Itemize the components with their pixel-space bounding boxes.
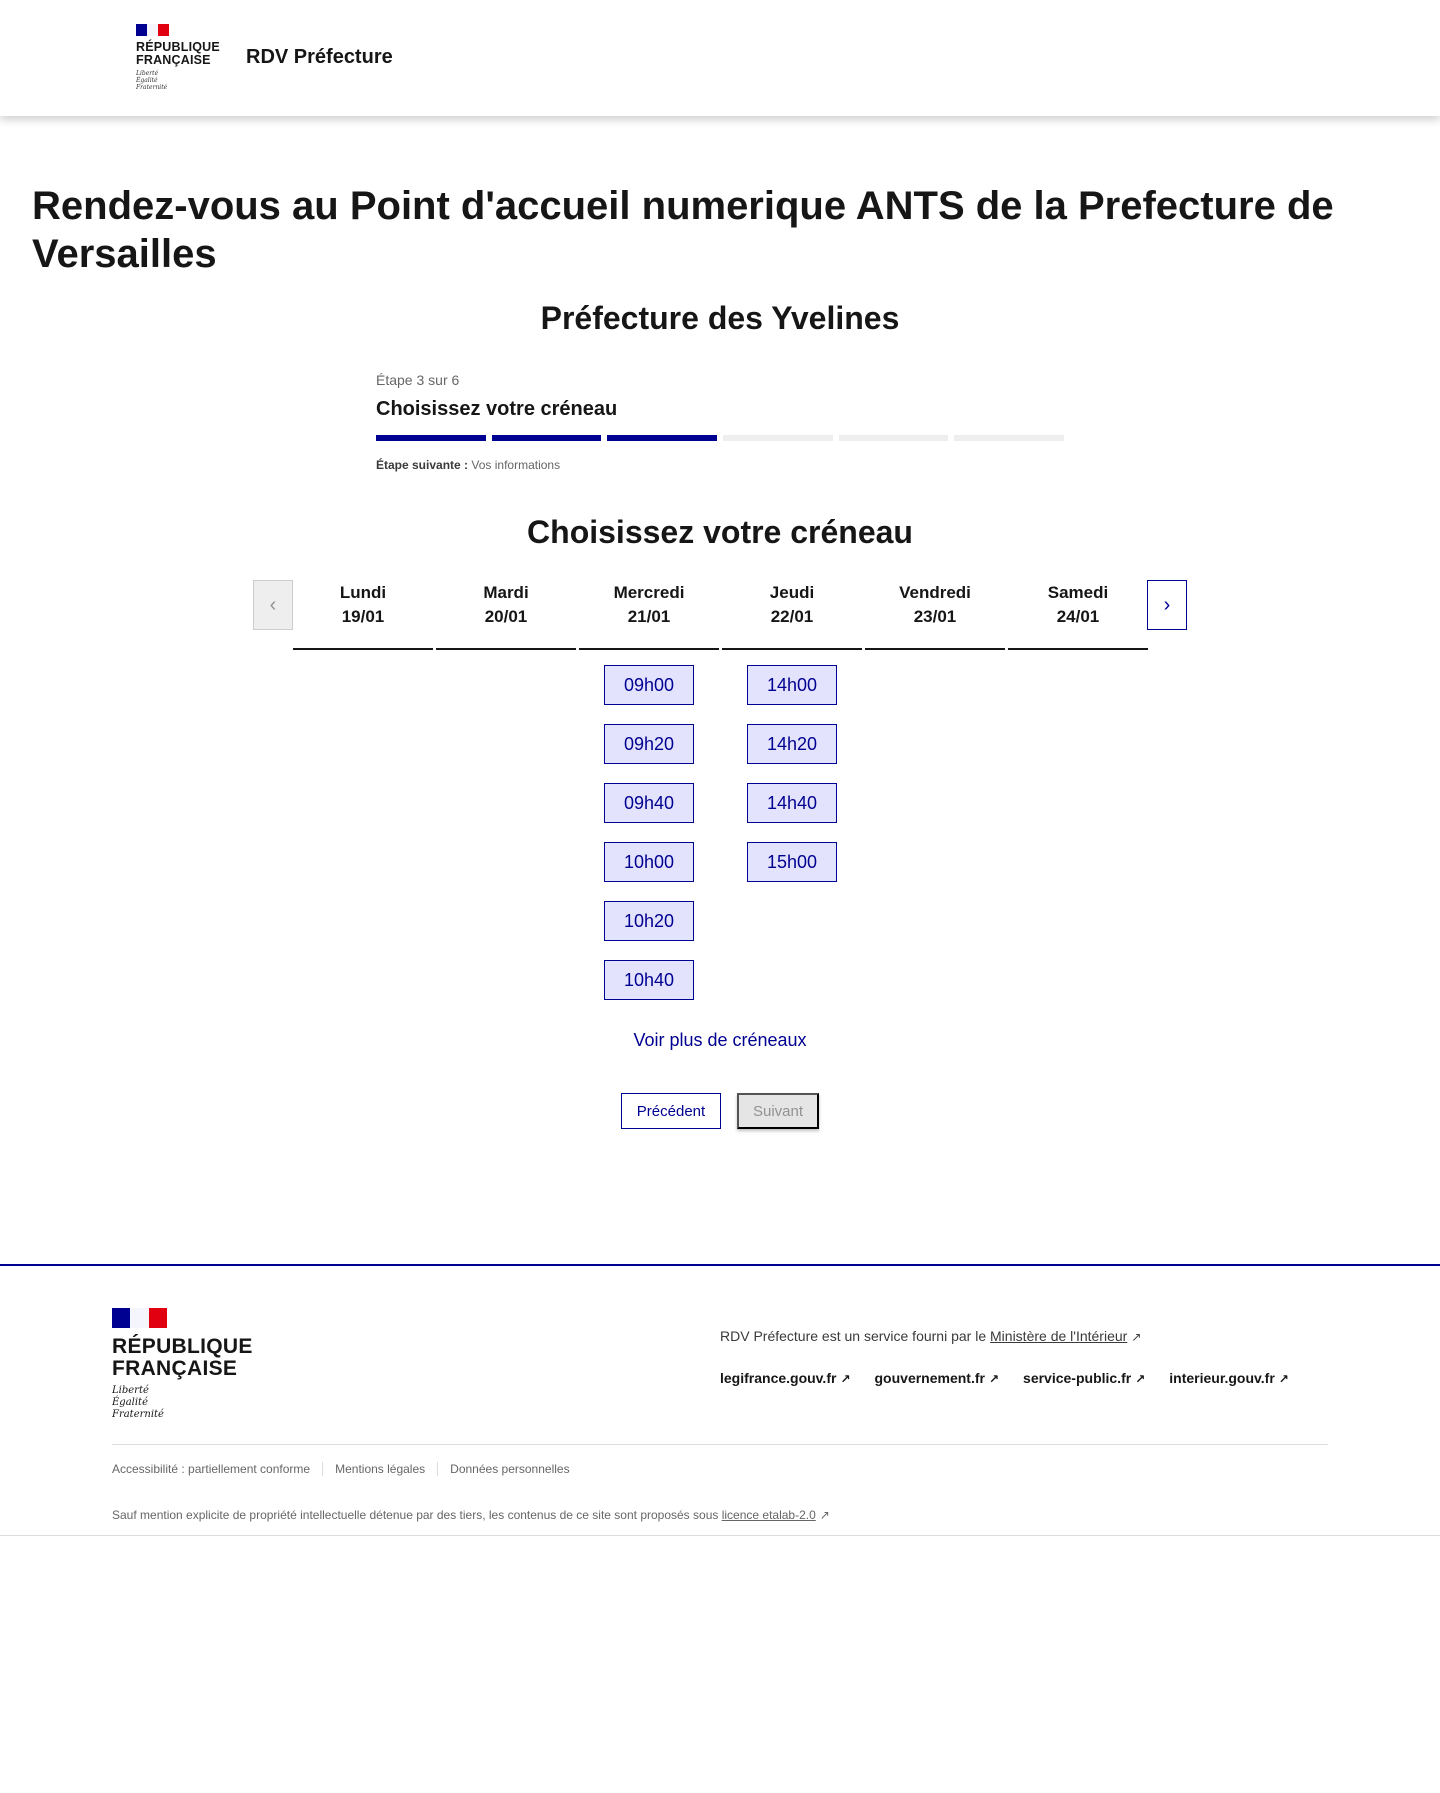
time-slot-button[interactable]: 09h20 xyxy=(604,724,694,764)
footer-bottom-link[interactable]: Accessibilité : partiellement conforme xyxy=(112,1462,311,1476)
day-header xyxy=(579,580,719,650)
time-slot-button[interactable]: 10h20 xyxy=(604,901,694,941)
footer-link-text: legifrance.gouv.fr xyxy=(720,1370,837,1386)
day-name: Samedi xyxy=(1047,583,1109,602)
footer-divider xyxy=(112,1444,1328,1445)
external-link-icon: ↗ xyxy=(1131,1330,1142,1344)
footer-links xyxy=(720,1370,1289,1386)
footer-logo-text: RÉPUBLIQUE FRANÇAISE xyxy=(112,1335,253,1380)
step-bar xyxy=(839,435,949,441)
footer-bottom-links xyxy=(112,1462,582,1476)
day-date: 23/01 xyxy=(913,607,957,626)
calendar-title: Choisissez votre créneau xyxy=(527,514,913,550)
footer-link[interactable] xyxy=(875,1370,1000,1386)
day-date: 24/01 xyxy=(1056,607,1100,626)
next-week-button[interactable] xyxy=(1147,580,1187,630)
slot-calendar xyxy=(253,580,1187,990)
time-slot-button[interactable]: 09h00 xyxy=(604,665,694,705)
page-subtitle: Préfecture des Yvelines xyxy=(540,300,900,336)
step-next-value: Vos informations xyxy=(471,458,561,472)
footer-logo[interactable] xyxy=(112,1308,253,1421)
stepper xyxy=(376,372,1064,472)
footer-link-text: service-public.fr xyxy=(1023,1370,1132,1386)
licence-link[interactable]: licence etalab-2.0 xyxy=(721,1508,816,1522)
chevron-left-icon: ‹ xyxy=(269,593,277,616)
footer-licence xyxy=(112,1508,830,1522)
day-header xyxy=(865,580,1005,650)
external-link-icon: ↗ xyxy=(988,1372,1000,1386)
step-count: Étape 3 sur 6 xyxy=(376,372,460,388)
day-name: Mardi xyxy=(483,583,529,602)
licence-text: Sauf mention explicite de propriété intellectuelle détenue par des tiers, les contenus de ce site sont proposés sous xyxy=(112,1508,722,1522)
footer-bottom-link[interactable]: Données personnelles xyxy=(437,1462,581,1476)
footer-link-text: interieur.gouv.fr xyxy=(1169,1370,1275,1386)
ministere-link[interactable]: Ministère de l'Intérieur xyxy=(990,1328,1128,1344)
footer-link[interactable] xyxy=(1169,1370,1289,1386)
footer-link-text: gouvernement.fr xyxy=(874,1370,985,1386)
service-name[interactable]: RDV Préfecture xyxy=(246,46,393,68)
time-slot-button[interactable]: 14h20 xyxy=(747,724,837,764)
day-name: Lundi xyxy=(339,583,387,602)
footer-link[interactable] xyxy=(720,1370,851,1386)
footer-bottom-link[interactable]: Mentions légales xyxy=(322,1462,437,1476)
footer-description-text: RDV Préfecture est un service fourni par le xyxy=(720,1328,991,1344)
step-bar xyxy=(376,435,486,441)
external-link-icon: ↗ xyxy=(819,1508,830,1522)
footer-link[interactable] xyxy=(1023,1370,1145,1386)
step-next xyxy=(376,458,1064,472)
more-slots-link[interactable]: Voir plus de créneaux xyxy=(633,1030,807,1050)
french-flag-icon xyxy=(136,24,169,36)
time-slot-button[interactable]: 10h40 xyxy=(604,960,694,1000)
time-slot-button[interactable]: 15h00 xyxy=(747,842,837,882)
step-bar xyxy=(492,435,602,441)
step-bar xyxy=(723,435,833,441)
logo-motto: Liberté Égalité Fraternité xyxy=(136,70,168,91)
day-date: 21/01 xyxy=(627,607,671,626)
chevron-right-icon: › xyxy=(1163,593,1171,616)
external-link-icon: ↗ xyxy=(840,1372,851,1386)
time-slot-button[interactable]: 10h00 xyxy=(604,842,694,882)
step-progress xyxy=(376,435,1064,441)
day-name: Jeudi xyxy=(769,583,815,602)
time-slot-button[interactable]: 14h40 xyxy=(747,783,837,823)
step-next-label: Étape suivante : xyxy=(376,458,469,472)
previous-week-button[interactable] xyxy=(253,580,293,630)
footer-logo-motto: Liberté Égalité Fraternité xyxy=(112,1385,164,1420)
day-date: 19/01 xyxy=(341,607,385,626)
external-link-icon: ↗ xyxy=(1135,1372,1146,1386)
footer-description xyxy=(720,1328,1141,1344)
day-date: 22/01 xyxy=(770,607,814,626)
logo-text: RÉPUBLIQUE FRANÇAISE xyxy=(136,40,220,67)
time-slot-button[interactable]: 09h40 xyxy=(604,783,694,823)
step-title: Choisissez votre créneau xyxy=(376,398,618,420)
step-bar xyxy=(607,435,717,441)
site-header xyxy=(0,0,1440,116)
day-header xyxy=(722,580,862,650)
day-date: 20/01 xyxy=(484,607,528,626)
time-slot-button[interactable]: 14h00 xyxy=(747,665,837,705)
next-button[interactable]: Suivant xyxy=(737,1093,819,1129)
step-bar xyxy=(954,435,1064,441)
previous-button[interactable]: Précédent xyxy=(621,1093,721,1129)
day-header xyxy=(293,580,433,650)
page-title: Rendez-vous au Point d'accueil numerique ANTS de la Prefecture de Versailles xyxy=(32,184,1334,276)
external-link-icon: ↗ xyxy=(1278,1372,1289,1386)
day-header xyxy=(436,580,576,650)
day-name: Vendredi xyxy=(899,583,971,602)
day-name: Mercredi xyxy=(613,583,685,602)
site-footer xyxy=(0,1264,1440,1536)
republique-francaise-logo[interactable] xyxy=(136,24,220,91)
french-flag-icon xyxy=(112,1308,167,1328)
day-header xyxy=(1008,580,1148,650)
